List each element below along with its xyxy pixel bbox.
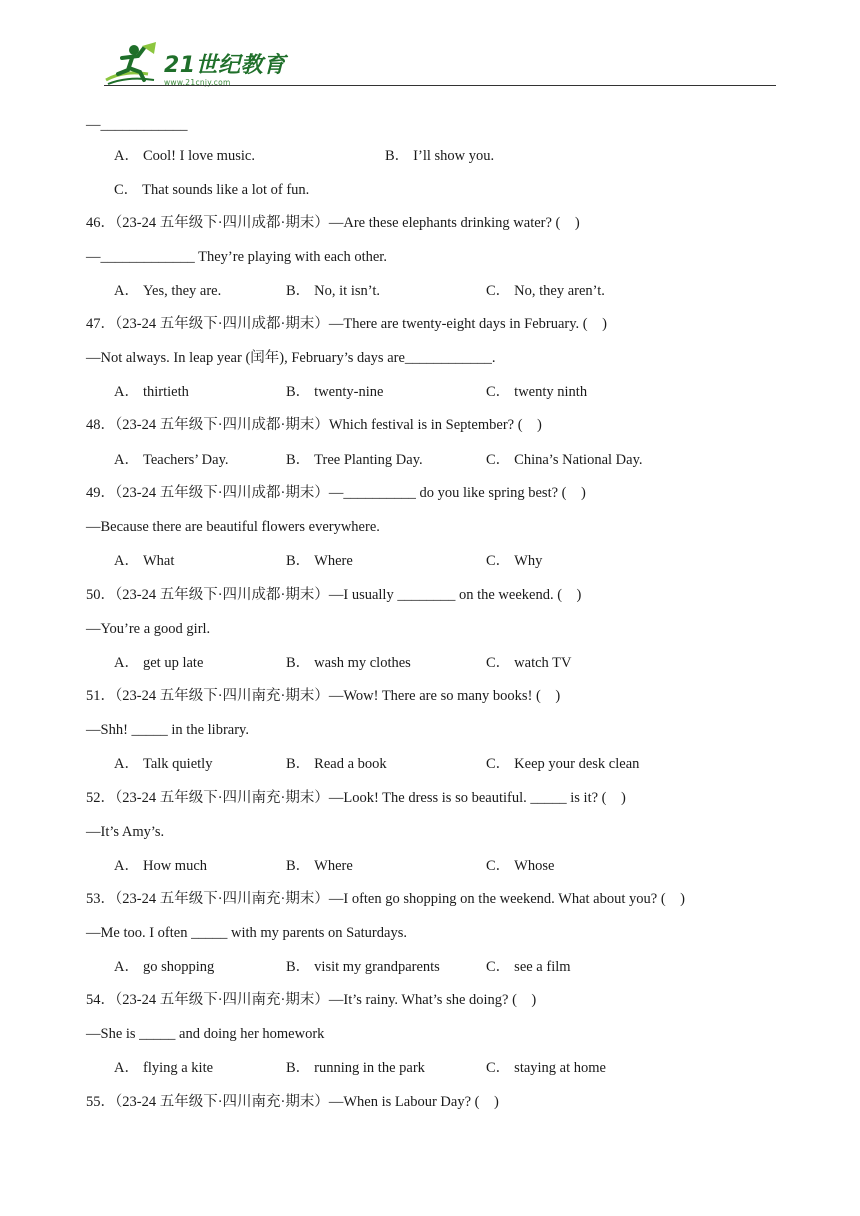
- question-reply: —Because there are beautiful flowers everywhere.: [86, 519, 380, 535]
- option-letter: B．: [286, 452, 311, 468]
- option-letter: A．: [114, 148, 139, 164]
- question-prompt: —I often go shopping on the weekend. What about you? ( ): [328, 891, 685, 907]
- option-c: [486, 957, 571, 977]
- question-52: [86, 788, 626, 808]
- option-text: Why: [514, 553, 543, 569]
- question-source: （23-24 五年级下·四川南充·期末）: [115, 688, 329, 704]
- answer-line: —____________: [86, 117, 188, 133]
- question-number: 51．: [86, 688, 115, 704]
- option-c: [486, 653, 572, 673]
- question-number: 50．: [86, 587, 115, 603]
- question-55: [86, 1092, 499, 1112]
- option-b: [286, 653, 411, 673]
- option-c: [114, 180, 309, 200]
- option-text: thirtieth: [142, 384, 189, 400]
- option-text: Keep your desk clean: [514, 756, 640, 772]
- question-prompt: —I usually ________ on the weekend. ( ): [328, 587, 582, 603]
- question-51: [86, 686, 560, 706]
- option-text: Where: [314, 553, 353, 569]
- question-prompt: —Are these elephants drinking water? ( ): [328, 215, 580, 231]
- option-text: Cool! I love music.: [142, 148, 255, 164]
- question-number: 55．: [86, 1094, 115, 1110]
- option-b: [286, 1058, 425, 1078]
- option-text: China’s National Day.: [514, 452, 643, 468]
- option-a: [114, 754, 212, 774]
- option-text: Talk quietly: [142, 756, 213, 772]
- running-figure-logo-icon: [104, 40, 162, 86]
- option-letter: C．: [486, 384, 511, 400]
- option-letter: C．: [486, 858, 511, 874]
- option-c: [486, 754, 639, 774]
- option-text: watch TV: [514, 655, 572, 671]
- option-a: [114, 957, 214, 977]
- question-prompt: —There are twenty-eight days in February. ( ): [328, 316, 607, 332]
- question-reply: —She is _____ and doing her homework: [86, 1026, 325, 1042]
- option-text: I’ll show you.: [413, 148, 495, 164]
- option-a: [114, 551, 174, 571]
- option-a: [114, 1058, 213, 1078]
- option-letter: A．: [114, 553, 139, 569]
- option-b: [385, 146, 494, 166]
- question-source: （23-24 五年级下·四川成都·期末）: [115, 587, 329, 603]
- option-text: Tree Planting Day.: [314, 452, 423, 468]
- option-text: wash my clothes: [314, 655, 411, 671]
- option-a: [114, 281, 221, 301]
- option-text: visit my grandparents: [314, 959, 440, 975]
- question-prompt: Which festival is in September? ( ): [328, 417, 542, 433]
- option-letter: A．: [114, 959, 139, 975]
- question-number: 46．: [86, 215, 115, 231]
- option-letter: B．: [286, 959, 311, 975]
- option-letter: B．: [286, 858, 311, 874]
- option-text: Yes, they are.: [142, 283, 222, 299]
- option-text: Whose: [514, 858, 555, 874]
- option-b: [286, 382, 383, 402]
- option-letter: B．: [385, 148, 410, 164]
- question-prompt: —__________ do you like spring best? ( ): [328, 485, 586, 501]
- option-text: That sounds like a lot of fun.: [142, 182, 310, 198]
- question-source: （23-24 五年级下·四川成都·期末）: [115, 485, 329, 501]
- option-a: [114, 450, 229, 470]
- question-reply: —You’re a good girl.: [86, 621, 211, 637]
- option-text: Teachers’ Day.: [142, 452, 229, 468]
- option-text: No, they aren’t.: [514, 283, 605, 299]
- logo-title: 21世纪教育: [164, 52, 286, 78]
- option-letter: A．: [114, 384, 139, 400]
- option-c: [486, 551, 542, 571]
- question-source: （23-24 五年级下·四川南充·期末）: [115, 1094, 329, 1110]
- option-letter: C．: [486, 1060, 511, 1076]
- question-53: [86, 889, 685, 909]
- question-prompt: —Look! The dress is so beautiful. _____ is it? ( ): [328, 790, 626, 806]
- option-letter: A．: [114, 1060, 139, 1076]
- question-source: （23-24 五年级下·四川成都·期末）: [115, 316, 329, 332]
- option-text: see a film: [514, 959, 571, 975]
- option-letter: C．: [486, 655, 511, 671]
- option-text: twenty-nine: [314, 384, 384, 400]
- option-c: [486, 382, 587, 402]
- question-prompt: —When is Labour Day? ( ): [328, 1094, 499, 1110]
- question-number: 49．: [86, 485, 115, 501]
- option-letter: C．: [486, 756, 511, 772]
- option-b: [286, 754, 387, 774]
- option-letter: C．: [486, 452, 511, 468]
- question-source: （23-24 五年级下·四川成都·期末）: [115, 215, 329, 231]
- question-reply: —Me too. I often _____ with my parents on Saturdays.: [86, 925, 407, 941]
- option-a: [114, 382, 189, 402]
- question-48: [86, 415, 542, 435]
- question-source: （23-24 五年级下·四川南充·期末）: [115, 891, 329, 907]
- option-letter: A．: [114, 283, 139, 299]
- option-c: [486, 856, 554, 876]
- option-letter: B．: [286, 553, 311, 569]
- option-b: [286, 450, 423, 470]
- question-prompt: —Wow! There are so many books! ( ): [328, 688, 561, 704]
- header-divider: [104, 85, 776, 86]
- option-letter: B．: [286, 283, 311, 299]
- option-text: What: [142, 553, 175, 569]
- option-letter: B．: [286, 1060, 311, 1076]
- option-text: get up late: [142, 655, 204, 671]
- question-number: 52．: [86, 790, 115, 806]
- option-b: [286, 281, 380, 301]
- option-letter: A．: [114, 756, 139, 772]
- question-number: 54．: [86, 992, 115, 1008]
- question-source: （23-24 五年级下·四川南充·期末）: [115, 992, 329, 1008]
- question-prompt: —It’s rainy. What’s she doing? ( ): [328, 992, 537, 1008]
- option-b: [286, 551, 353, 571]
- option-letter: A．: [114, 858, 139, 874]
- logo-url: www.21cnjy.com: [164, 77, 231, 87]
- question-49: [86, 483, 586, 503]
- question-number: 53．: [86, 891, 115, 907]
- question-number: 47．: [86, 316, 115, 332]
- option-text: No, it isn’t.: [314, 283, 380, 299]
- option-text: go shopping: [142, 959, 215, 975]
- option-letter: B．: [286, 655, 311, 671]
- option-text: twenty ninth: [514, 384, 588, 400]
- option-text: Where: [314, 858, 353, 874]
- option-c: [486, 450, 643, 470]
- option-letter: A．: [114, 655, 139, 671]
- question-reply: —It’s Amy’s.: [86, 824, 165, 840]
- option-letter: C．: [486, 283, 511, 299]
- logo: [104, 38, 286, 86]
- option-text: running in the park: [314, 1060, 425, 1076]
- option-a: [114, 146, 255, 166]
- option-b: [286, 856, 353, 876]
- option-text: flying a kite: [142, 1060, 214, 1076]
- option-b: [286, 957, 440, 977]
- question-reply: —_____________ They’re playing with each other.: [86, 249, 387, 265]
- option-text: Read a book: [314, 756, 387, 772]
- page-header: [104, 38, 776, 88]
- option-a: [114, 653, 203, 673]
- option-letter: C．: [114, 182, 139, 198]
- question-source: （23-24 五年级下·四川成都·期末）: [115, 417, 329, 433]
- question-50: [86, 585, 581, 605]
- option-letter: C．: [486, 959, 511, 975]
- option-c: [486, 281, 605, 301]
- question-46: [86, 213, 580, 233]
- option-letter: C．: [486, 553, 511, 569]
- option-text: staying at home: [514, 1060, 606, 1076]
- question-source: （23-24 五年级下·四川南充·期末）: [115, 790, 329, 806]
- option-letter: B．: [286, 384, 311, 400]
- question-54: [86, 990, 536, 1010]
- question-reply: —Not always. In leap year (闰年), February’s days are____________.: [86, 350, 496, 366]
- option-letter: B．: [286, 756, 311, 772]
- question-number: 48．: [86, 417, 115, 433]
- question-reply: —Shh! _____ in the library.: [86, 722, 249, 738]
- option-a: [114, 856, 207, 876]
- option-c: [486, 1058, 606, 1078]
- option-letter: A．: [114, 452, 139, 468]
- option-text: How much: [142, 858, 208, 874]
- question-47: [86, 314, 607, 334]
